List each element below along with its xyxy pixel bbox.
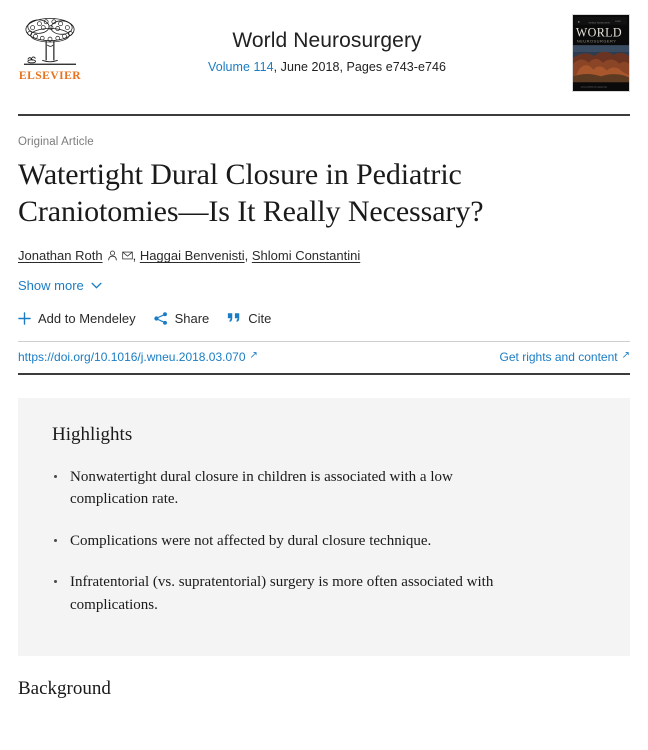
author-link-0[interactable]: Jonathan Roth	[18, 248, 103, 264]
author-separator-1: ,	[244, 248, 252, 264]
list-item: Complications were not affected by dural closure technique.	[52, 530, 522, 553]
doi-url-text: https://doi.org/10.1016/j.wneu.2018.03.070	[18, 349, 246, 364]
svg-text:NEUROSURGERY: NEUROSURGERY	[576, 38, 617, 44]
journal-issue-line	[82, 60, 572, 74]
plus-icon	[18, 312, 31, 325]
share-label: Share	[174, 310, 210, 326]
doi-row	[18, 341, 630, 375]
journal-title-block	[82, 14, 572, 74]
page-title: Watertight Dural Closure in Pediatric Craniotomies—Is It Really Necessary?	[18, 158, 484, 229]
highlights-panel	[18, 398, 630, 656]
elsevier-logo[interactable]	[18, 14, 82, 83]
author-link-2[interactable]: Shlomi Constantini	[251, 248, 361, 264]
external-link-icon: ↗	[249, 349, 258, 361]
external-link-icon-rights: ↗	[621, 349, 630, 361]
elsevier-tree-icon	[21, 16, 79, 70]
doi-link[interactable]	[18, 350, 258, 364]
rights-label: Get rights and content	[499, 349, 618, 364]
highlights-list	[52, 466, 596, 617]
journal-header	[18, 0, 630, 100]
svg-text:www.worldneurosurgery.org: www.worldneurosurgery.org	[580, 86, 607, 89]
list-item: Nonwatertight dural closure in children is associated with a low complication rate.	[52, 466, 522, 511]
svg-text:E: E	[577, 19, 580, 24]
journal-cover-image	[573, 15, 629, 91]
chevron-down-icon	[91, 282, 102, 289]
journal-cover-thumbnail[interactable]	[572, 14, 630, 92]
share-button[interactable]	[154, 311, 210, 326]
person-icon[interactable]	[107, 250, 118, 261]
get-rights-and-content-link[interactable]	[500, 350, 630, 364]
quote-icon	[227, 312, 241, 324]
header-divider	[18, 114, 630, 116]
svg-text:ISSN: ISSN	[615, 19, 621, 23]
cite-label: Cite	[248, 310, 272, 326]
add-to-mendeley-button[interactable]	[18, 311, 136, 326]
author-link-1[interactable]: Haggai Benvenisti	[139, 248, 245, 264]
issue-rest-text: , June 2018, Pages e743-e746	[273, 60, 446, 75]
section-heading-background: Background	[18, 677, 111, 699]
svg-text:WORLD FEDERATION: WORLD FEDERATION	[588, 22, 610, 25]
author-separator-0: ,	[132, 248, 140, 264]
author-list	[18, 246, 630, 266]
list-item: Infratentorial (vs. supratentorial) surgery is more often associated with complications.	[52, 571, 522, 616]
journal-name: World Neurosurgery	[232, 29, 422, 52]
cite-button[interactable]	[227, 311, 271, 326]
add-to-mendeley-label: Add to Mendeley	[38, 310, 136, 326]
article-type-label: Original Article	[18, 136, 94, 148]
article-action-bar	[18, 311, 630, 326]
svg-text:WORLD: WORLD	[575, 25, 623, 40]
share-nodes-icon	[154, 312, 168, 325]
volume-link[interactable]: Volume 114	[208, 60, 274, 75]
elsevier-wordmark: ELSEVIER	[18, 70, 82, 82]
highlights-heading: Highlights	[52, 423, 133, 445]
show-more-button[interactable]	[18, 278, 102, 293]
show-more-label: Show more	[18, 277, 84, 293]
envelope-icon[interactable]	[122, 250, 133, 261]
author-contact-icons	[107, 250, 133, 261]
